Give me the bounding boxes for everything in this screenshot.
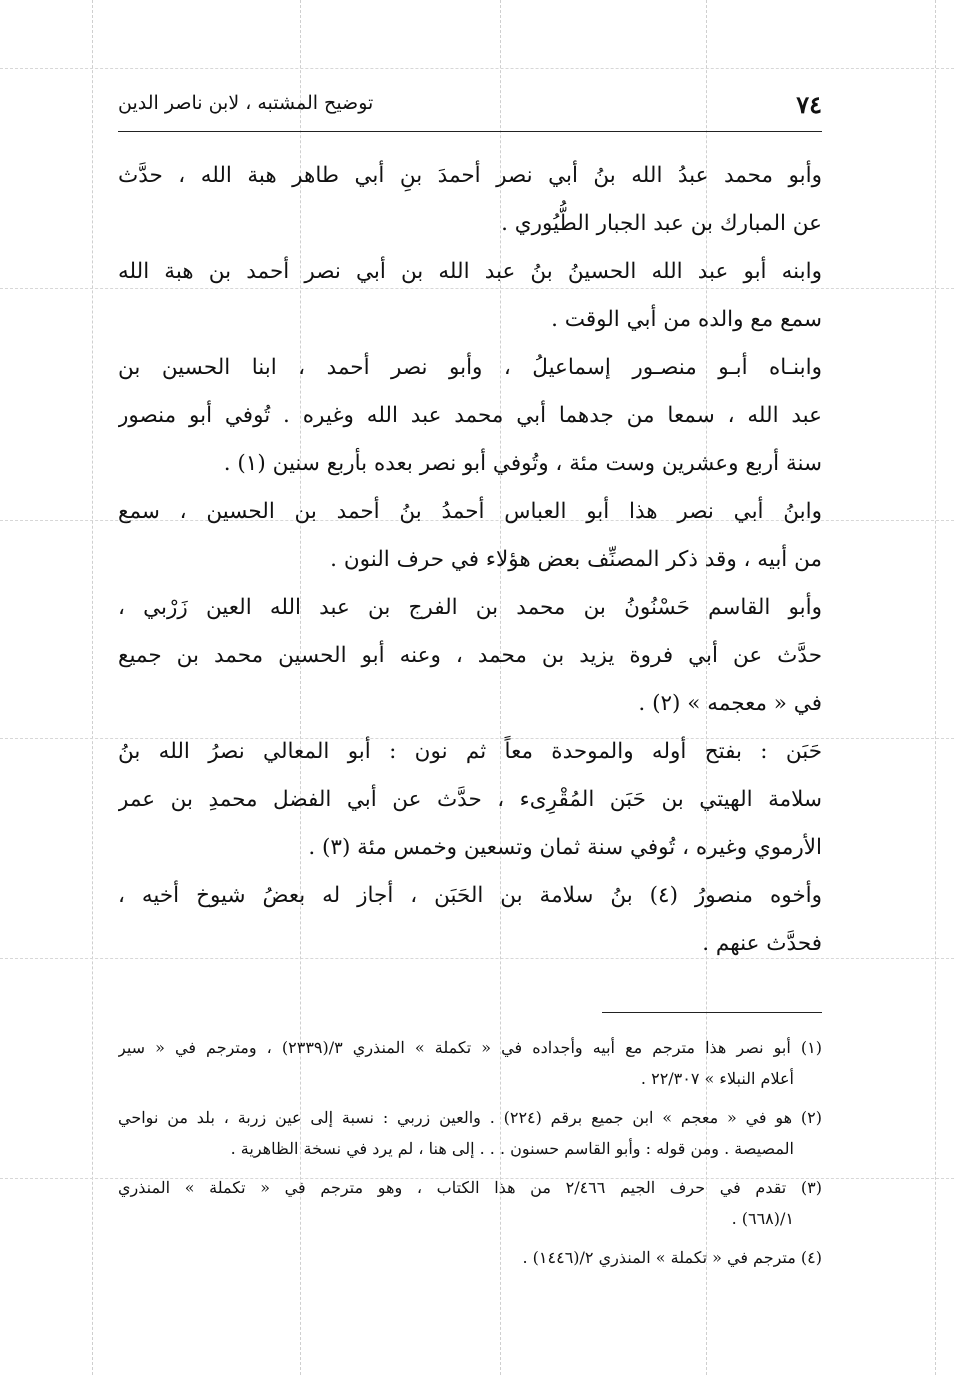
text-line: وابنـاه أبـو منصـور إسماعيلُ ، وأبو نصر أحمد ، ابنا الحسين بن [118,355,822,380]
text-line: وابنه أبو عبد الله الحسينُ بنُ عبد الله بن أبي نصر أحمد بن هبة الله [118,259,822,284]
footnote-line: (٤) مترجم في « تكملة » المنذري ٢/(١٤٤٦) . [522,1248,822,1267]
page-header [118,88,822,128]
scan-guide-line [92,0,93,1375]
footnote-line: ١/(٦٦٨) . [731,1209,794,1228]
text-line: فحدَّث عنهم . [702,931,822,956]
footnote-line: (٣) تقدم في حرف الجيم ٢/٤٦٦ من هذا الكتاب ، وهو مترجم في « تكملة » المنذري [118,1178,822,1197]
text-line: وابنُ أبي نصر هذا أبو العباس أحمدُ بنُ أحمد بن الحسين ، سمع [118,499,822,524]
page-number: ٧٤ [796,90,822,119]
footnote-line: (١) أبو نصر هذا مترجم مع أبيه وأجداده في « تكملة » المنذري ٣/(٢٣٣٩) ، ومترجم في « سير [118,1038,822,1057]
running-title: توضيح المشتبه ، لابن ناصر الدين [118,92,374,114]
text-line: من أبيه ، وقد ذكر المصنِّف بعض هؤلاء في حرف النون . [330,547,822,572]
footnote-line: المصيصة . ومن قوله : وأبو القاسم حسنون . . . إلى هنا ، لم يرد في نسخة الظاهرية . [230,1139,794,1158]
text-line: الأرموي وغيره ، تُوفي سنة ثمان وتسعين وخمس مئة (٣) . [308,835,822,860]
footnotes [118,1032,822,1273]
text-line: عبد الله ، سمعا من جدهما أبي محمد عبد الله وغيره . تُوفي أبو منصور [118,403,822,428]
header-divider [118,131,822,132]
text-line: في « معجمه » (٢) . [638,691,822,716]
text-line: حَبَن : بفتح أوله والموحدة معاً ثم نون : أبو المعالي نصرُ الله بنُ [118,739,822,764]
footnote-divider [602,1012,822,1013]
text-line: وأخوه منصورُ (٤) بنُ سلامة بن الحَبَن ، أجاز له بعضُ شيوخ أخيه ، [118,883,822,908]
text-line: سلامة الهيتي بن حَبَن المُقْرِىء ، حدَّث عن أبي الفضل محمدِ بن عمر [118,787,822,812]
scan-guide-line [935,0,936,1375]
main-text [118,152,822,968]
text-line: وأبو القاسم حَسْنُونُ بن محمد بن الفرج بن عبد الله العين زَرْبي ، [118,595,822,620]
text-line: وأبو محمد عبدُ الله بنُ أبي نصر أحمدَ بنِ أبي طاهر هبة الله ، حدَّث [118,163,822,188]
text-line: سنة أربع وعشرين وست مئة ، وتُوفي أبو نصر بعده بأربع سنين (١) . [223,451,822,476]
text-line: سمع مع والده من أبي الوقت . [551,307,822,332]
text-line: حدَّث عن أبي فروة يزيد بن محمد ، وعنه أبو الحسين محمد بن جميع [118,643,822,668]
text-line: عن المبارك بن عبد الجبار الطُّيُوري . [501,211,822,236]
scan-guide-line [0,68,954,69]
footnote-line: أعلام النبلاء » ٢٢/٣٠٧ . [640,1069,794,1088]
footnote-line: (٢) هو في « معجم » ابن جميع برقم (٢٢٤) . والعين زربي : نسبة إلى عين زربة ، بلد من نواحي [118,1108,822,1127]
